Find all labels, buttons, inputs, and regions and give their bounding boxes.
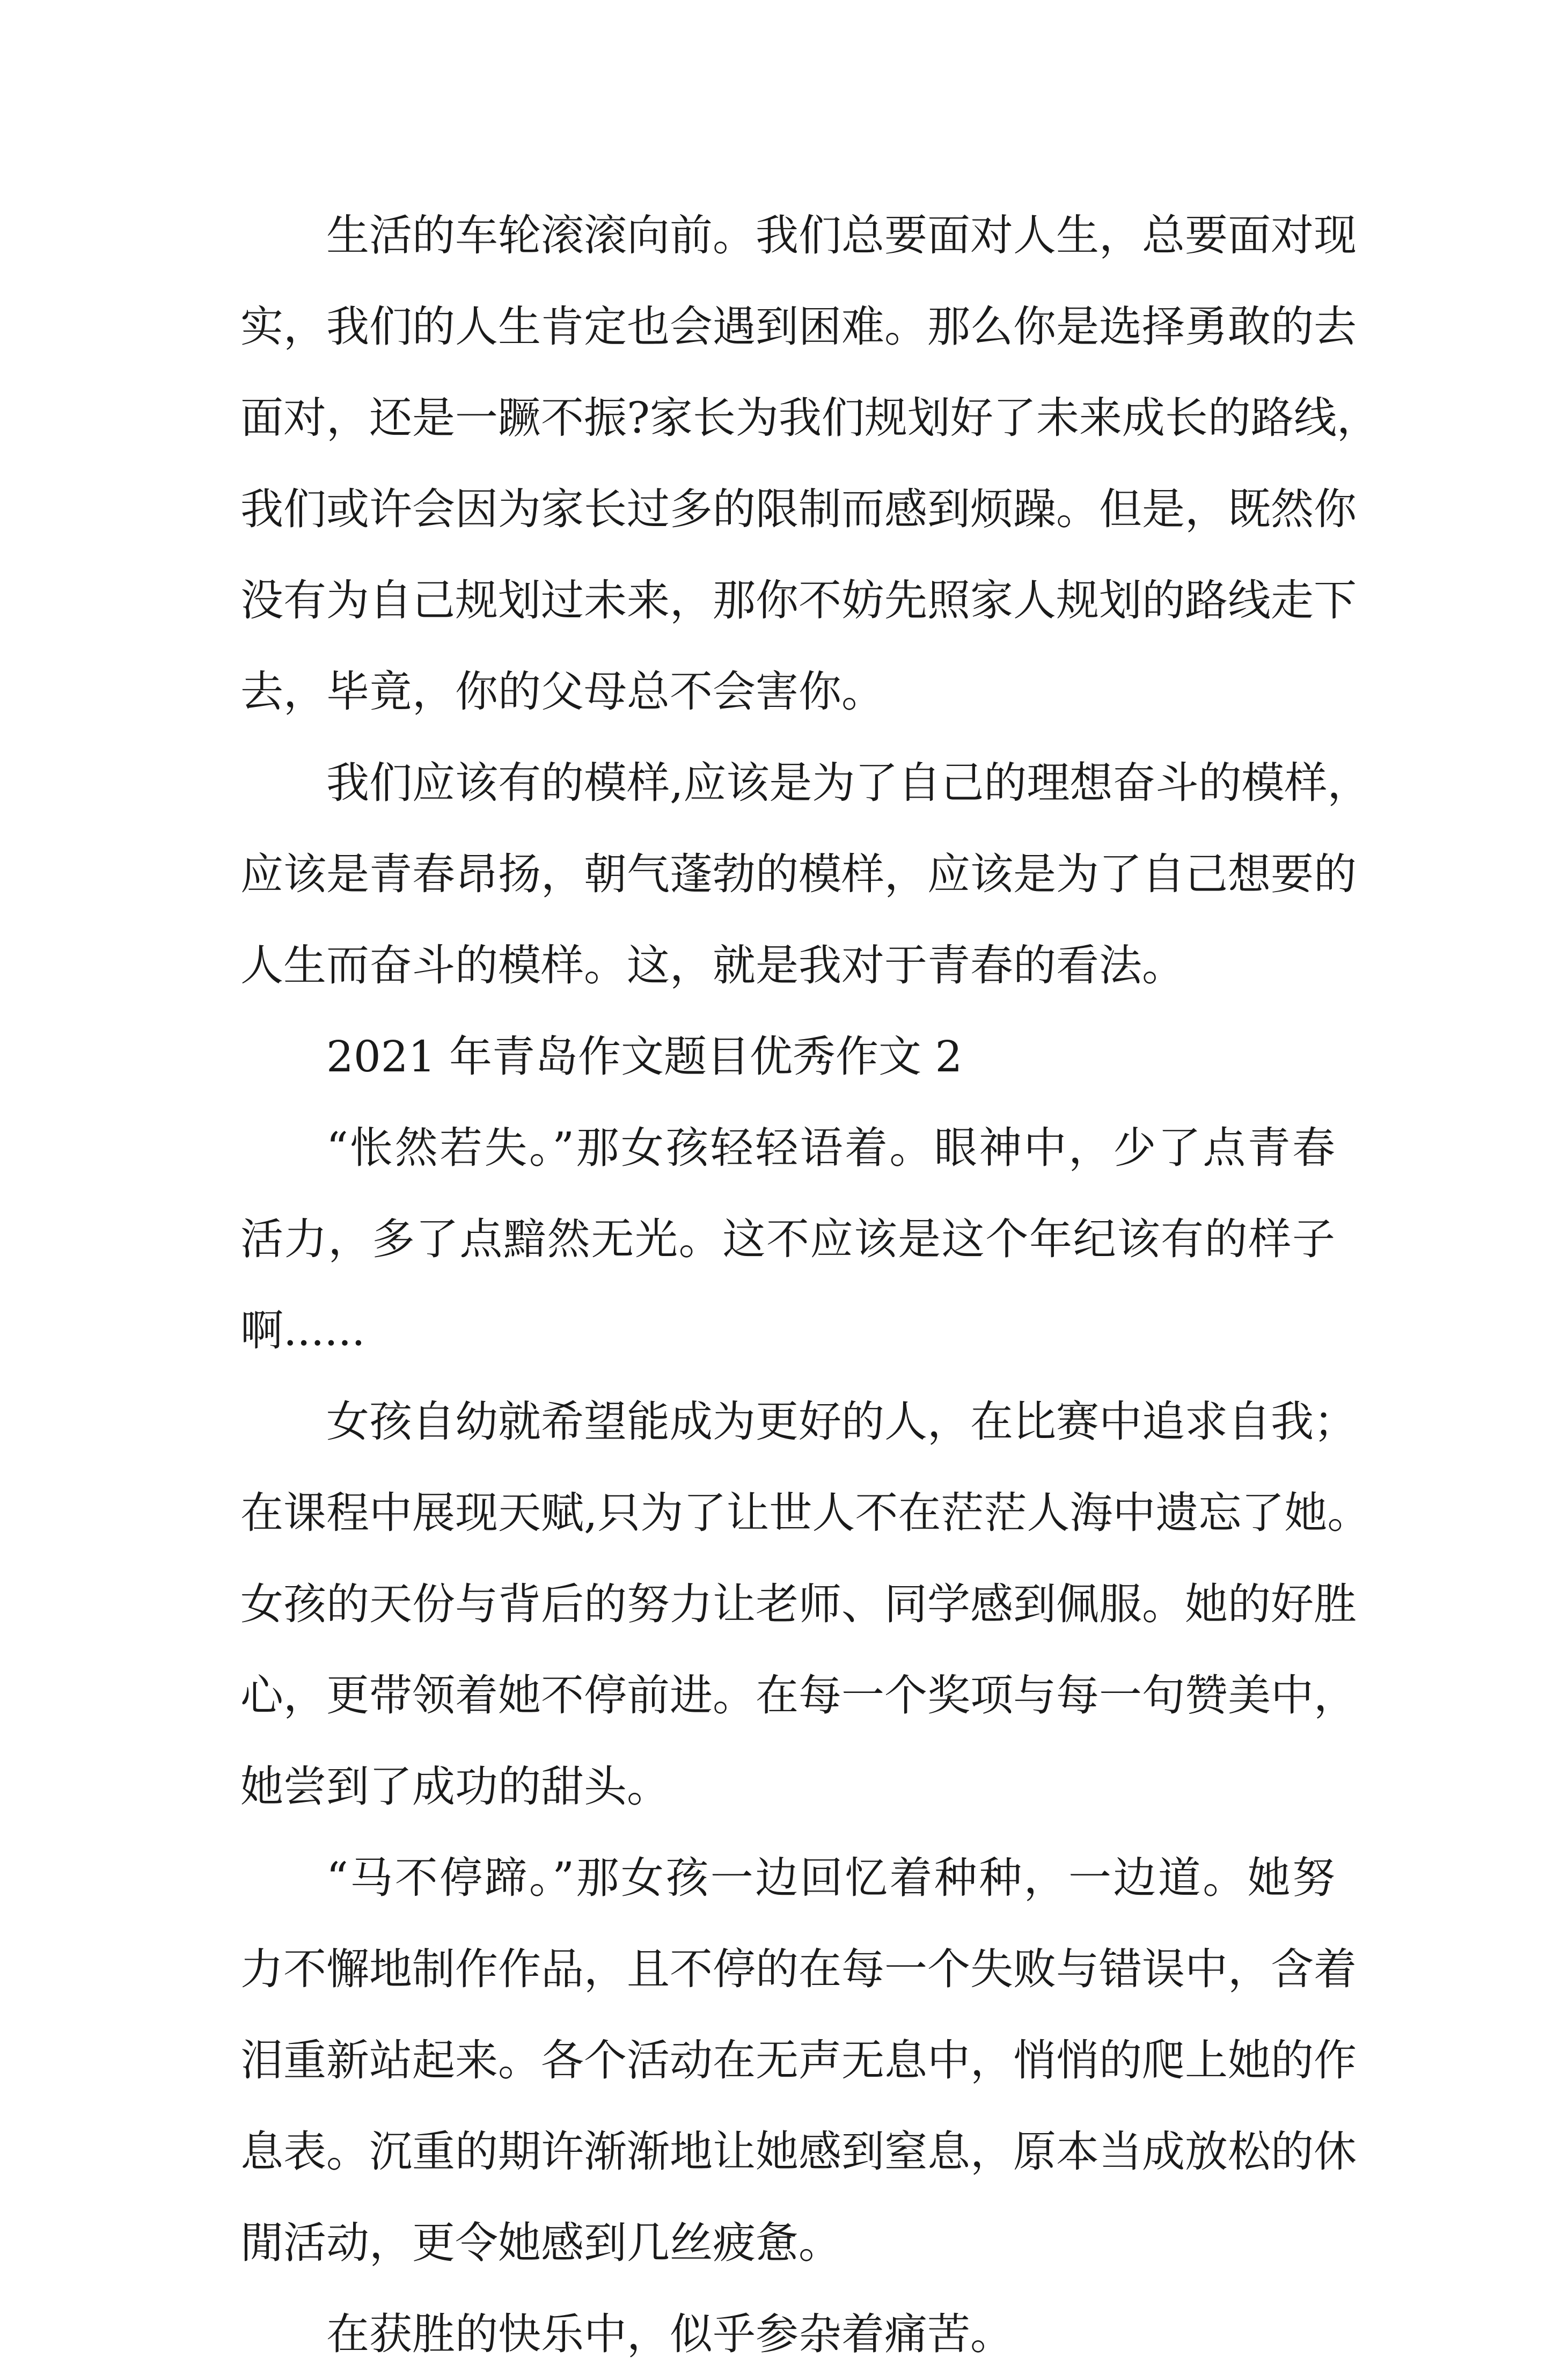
paragraph-line: 啊...... <box>240 1305 365 1355</box>
body-text <box>240 190 1380 2380</box>
paragraph-line: 我们或许会因为家长过多的限制而感到烦躁。但是，既然你 <box>240 484 1357 534</box>
paragraph-line: 生活的车轮滚滚向前。我们总要面对人生，总要面对现 <box>326 210 1357 260</box>
paragraph-line: 心，更带领着她不停前进。在每一个奖项与每一句赞美中， <box>240 1670 1357 1720</box>
paragraph-line: 面对，还是一蹶不振?家长为我们规划好了未来成长的路线， <box>240 393 1380 443</box>
paragraph-line: 在获胜的快乐中，似乎参杂着痛苦。 <box>326 2309 1013 2359</box>
paragraph-line: “怅然若失。”那女孩轻轻语着。眼神中，少了点青春 <box>326 1123 1335 1173</box>
paragraph-line: 去，毕竟，你的父母总不会害你。 <box>240 667 884 717</box>
paragraph-line: 活力，多了点黯然无光。这不应该是这个年纪该有的样子 <box>240 1214 1335 1264</box>
paragraph-line: 人生而奋斗的模样。这，就是我对于青春的看法。 <box>240 940 1185 990</box>
paragraph-line: 我们应该有的模样,应该是为了自己的理想奋斗的模样， <box>326 758 1371 808</box>
paragraph-line: 没有为自己规划过未来，那你不妨先照家人规划的路线走下 <box>240 575 1357 625</box>
paragraph-line: 女孩的天份与背后的努力让老师、同学感到佩服。她的好胜 <box>240 1579 1357 1629</box>
paragraph-line: 閒活动，更令她感到几丝疲惫。 <box>240 2218 841 2268</box>
paragraph-line: 应该是青春昂扬，朝气蓬勃的模样，应该是为了自己想要的 <box>240 849 1357 899</box>
paragraph-line: 女孩自幼就希望能成为更好的人，在比赛中追求自我； <box>326 1397 1357 1447</box>
paragraph-line: 泪重新站起来。各个活动在无声无息中，悄悄的爬上她的作 <box>240 2035 1357 2085</box>
paragraph-line: 她尝到了成功的甜头。 <box>240 1762 670 1812</box>
paragraph-line: 息表。沉重的期许渐渐地让她感到窒息，原本当成放松的休 <box>240 2127 1357 2177</box>
paragraph-line: 在课程中展现天赋,只为了让世人不在茫茫人海中遗忘了她。 <box>240 1488 1371 1538</box>
paragraph-line: “马不停蹄。”那女孩一边回忆着种种，一边道。她努 <box>326 1853 1335 1903</box>
paragraph-line: 力不懈地制作作品，且不停的在每一个失败与错误中，含着 <box>240 1944 1357 1994</box>
section-heading: 2021 年青岛作文题目优秀作文 2 <box>326 1032 963 1082</box>
paragraph-line: 实，我们的人生肯定也会遇到困难。那么你是选择勇敢的去 <box>240 302 1357 352</box>
